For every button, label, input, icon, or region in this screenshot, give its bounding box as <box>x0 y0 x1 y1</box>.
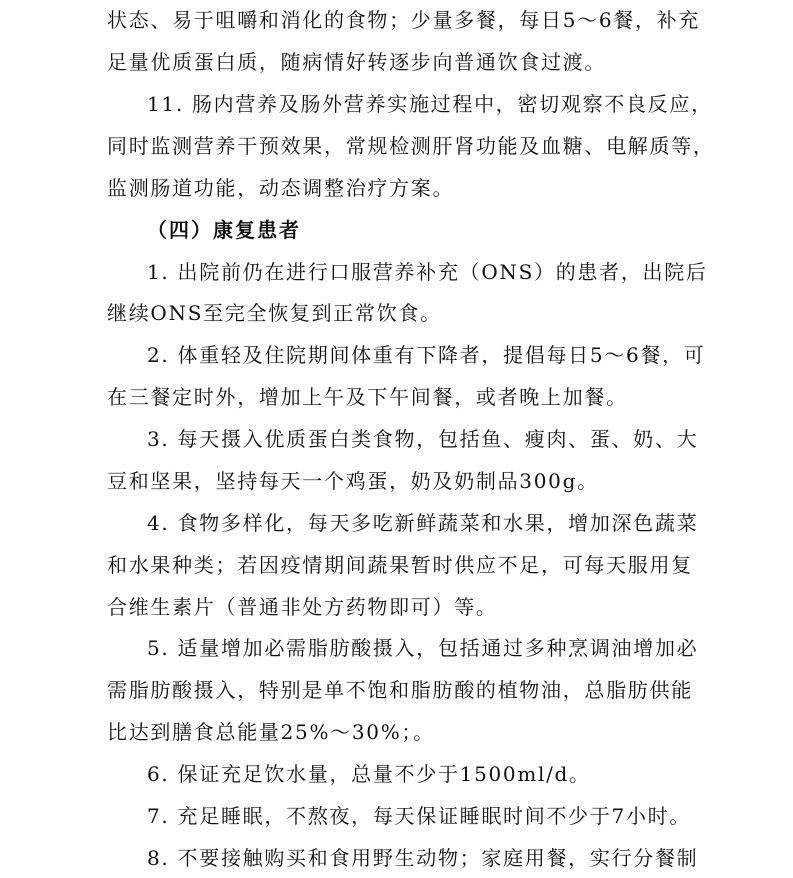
text-line: 6. 保证充足饮水量，总量不少于1500ml/d。 <box>147 762 591 786</box>
text-line: 和水果种类；若因疫情期间蔬果暂时供应不足，可每天服用复 <box>107 553 693 577</box>
text-line: 监测肠道功能，动态调整治疗方案。 <box>107 176 455 200</box>
text-line: 继续ONS至完全恢复到正常饮食。 <box>107 301 442 325</box>
text-line: 豆和坚果，坚持每天一个鸡蛋，奶及奶制品300g。 <box>107 469 599 493</box>
text-line: 8. 不要接触购买和食用野生动物；家庭用餐，实行分餐制 <box>147 846 699 870</box>
text-line: 2. 体重轻及住院期间体重有下降者，提倡每日5～6餐，可 <box>147 343 706 367</box>
text-line: 比达到膳食总能量25%～30%；。 <box>107 720 435 744</box>
text-line: 需脂肪酸摄入，特别是单不饱和脂肪酸的植物油，总脂肪供能 <box>107 678 693 702</box>
section-heading: （四）康复患者 <box>147 218 301 242</box>
text-line: 同时监测营养干预效果，常规检测肝肾功能及血糖、电解质等， <box>107 134 715 158</box>
text-line: 足量优质蛋白质，随病情好转逐步向普通饮食过渡。 <box>107 50 607 74</box>
text-line: 1. 出院前仍在进行口服营养补充（ONS）的患者，出院后 <box>147 260 708 284</box>
text-line: 11. 肠内营养及肠外营养实施过程中，密切观察不良反应， <box>147 92 713 116</box>
text-line: 5. 适量增加必需脂肪酸摄入，包括通过多种烹调油增加必 <box>147 636 699 660</box>
text-line: 合维生素片（普通非处方药物即可）等。 <box>107 595 498 619</box>
text-line: 4. 食物多样化，每天多吃新鲜蔬菜和水果，增加深色蔬菜 <box>147 511 699 535</box>
text-line: 状态、易于咀嚼和消化的食物；少量多餐，每日5～6餐，补充 <box>107 8 701 32</box>
text-line: 7. 充足睡眠，不熬夜，每天保证睡眠时间不少于7小时。 <box>147 804 692 828</box>
text-line: 3. 每天摄入优质蛋白类食物，包括鱼、瘦肉、蛋、奶、大 <box>147 427 699 451</box>
text-line: 在三餐定时外，增加上午及下午间餐，或者晚上加餐。 <box>107 385 628 409</box>
